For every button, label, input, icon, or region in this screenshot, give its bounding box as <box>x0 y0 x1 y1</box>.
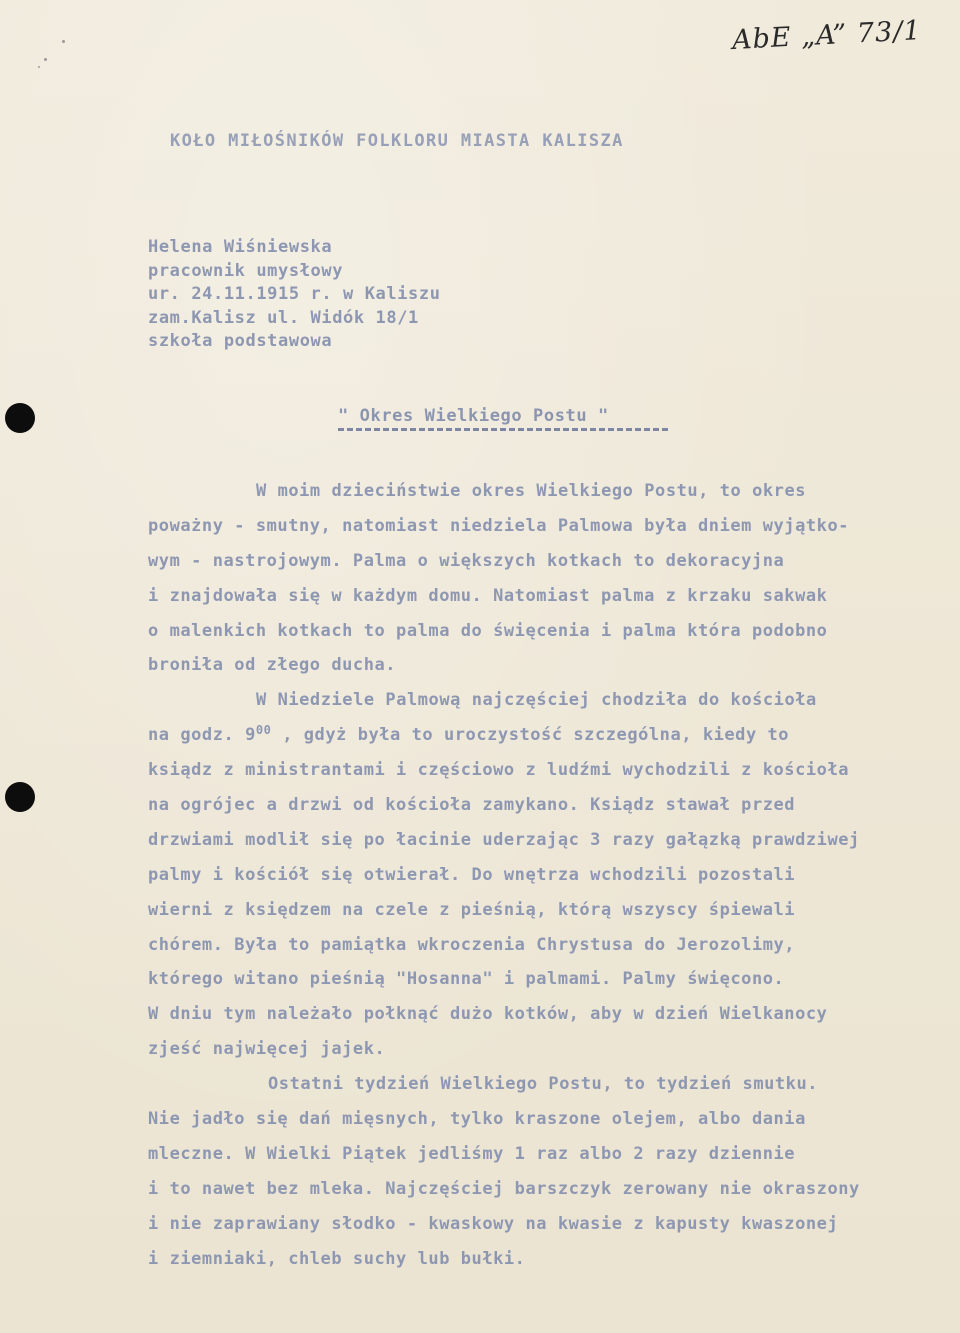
text-line: mleczne. W Wielki Piątek jedliśmy 1 raz albo 2 razy dziennie <box>148 1143 796 1164</box>
author-birth: ur. 24.11.1915 r. w Kaliszu <box>148 284 441 304</box>
text-line: poważny - smutny, natomiast niedziela Palmowa była dniem wyjątko- <box>148 515 850 536</box>
paper-speck <box>44 58 47 61</box>
text-line: W dniu tym należało połknąć dużo kotków, aby w dzień Wielkanocy <box>148 1004 828 1025</box>
text-line: palmy i kościół się otwierał. Do wnętrza wchodzili pozostali <box>148 864 796 885</box>
archive-signature: AbE „A” 73/1 <box>731 15 923 56</box>
author-info <box>148 236 441 354</box>
title-underline <box>338 428 668 431</box>
text-line: i to nawet bez mleka. Najczęściej barszczyk zerowany nie okraszony <box>148 1178 860 1199</box>
text-line: zjeść najwięcej jajek. <box>148 1039 386 1060</box>
text-line: na ogrójec a drzwi od kościoła zamykano. Ksiądz stawał przed <box>148 795 796 816</box>
punch-hole <box>5 782 35 812</box>
hour-superscript: 00 <box>255 723 272 738</box>
author-name: Helena Wiśniewska <box>148 237 333 257</box>
document-body <box>148 474 948 1276</box>
text-line: broniła od złego ducha. <box>148 655 397 676</box>
document-title: " Okres Wielkiego Postu " <box>338 406 609 426</box>
text-line: Nie jadło się dań mięsnych, tylko kraszone olejem, albo dania <box>148 1109 806 1130</box>
text-fragment: , gdyż była to uroczystość szczególna, kiedy to <box>271 725 790 746</box>
text-line: drzwiami modlił się po łacinie uderzając 3 razy gałązką prawdziwej <box>148 829 860 850</box>
organization-header: KOŁO MIŁOŚNIKÓW FOLKLORU MIASTA KALISZA <box>170 131 624 151</box>
text-line: ksiądz z ministrantami i częściowo z ludźmi wychodzili z kościoła <box>148 760 850 781</box>
author-education: szkoła podstawowa <box>148 331 333 351</box>
text-line: i ziemniaki, chleb suchy lub bułki. <box>148 1248 526 1269</box>
text-line: o malenkich kotkach to palma do święcenia i palma która podobno <box>148 620 828 641</box>
text-line: chórem. Była to pamiątka wkroczenia Chrystusa do Jerozolimy, <box>148 934 796 955</box>
text-line-with-hour <box>148 718 948 753</box>
text-fragment: na godz. 9 <box>148 725 256 746</box>
text-line: i znajdowała się w każdym domu. Natomiast palma z krzaku sakwak <box>148 585 828 606</box>
text-line: Ostatni tydzień Wielkiego Postu, to tydzień smutku. <box>268 1074 819 1095</box>
author-occupation: pracownik umysłowy <box>148 260 344 281</box>
document-title-block <box>338 406 668 431</box>
text-line: i nie zaprawiany słodko - kwaskowy na kwasie z kapusty kwaszonej <box>148 1213 839 1234</box>
text-line: wierni z księdzem na czele z pieśnią, którą wszyscy śpiewali <box>148 899 796 920</box>
punch-hole <box>5 403 35 433</box>
text-line: którego witano pieśnią "Hosanna" i palmami. Palmy święcono. <box>148 969 785 990</box>
text-line: W moim dzieciństwie okres Wielkiego Postu, to okres <box>256 481 807 501</box>
paper-speck <box>62 40 65 43</box>
text-line: W Niedziele Palmową najczęściej chodziła do kościoła <box>256 690 817 711</box>
text-line: wym - nastrojowym. Palma o większych kotkach to dekoracyjna <box>148 550 785 571</box>
paper-speck <box>38 66 40 68</box>
author-address: zam.Kalisz ul. Widók 18/1 <box>148 307 419 328</box>
